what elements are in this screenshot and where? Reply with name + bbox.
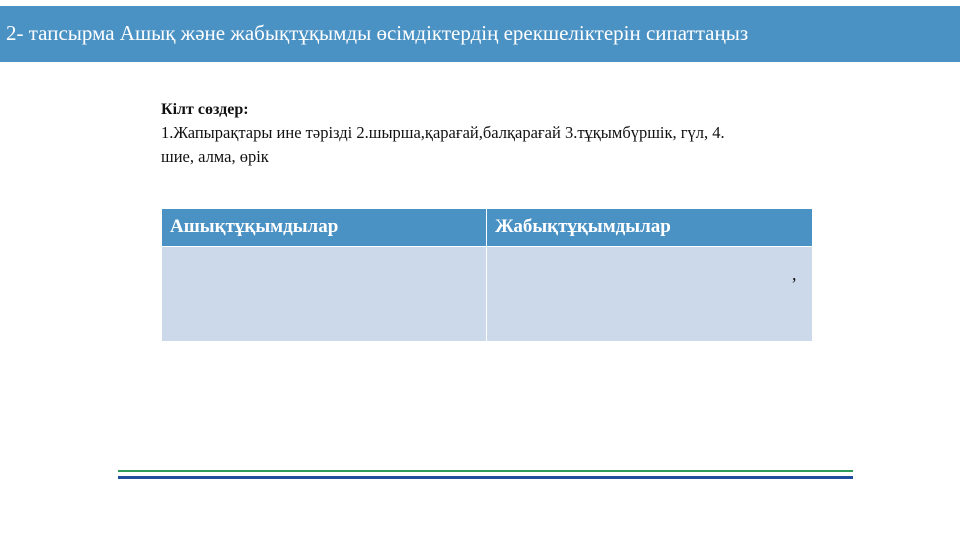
- table-row: [162, 247, 813, 342]
- table-header-gymnosperms: Ашықтұқымдылар: [162, 209, 487, 247]
- comparison-table: [161, 208, 813, 342]
- stray-punctuation-mark: ,: [792, 264, 797, 284]
- keywords-heading: Кілт сөздер:: [161, 101, 249, 118]
- table-cell-angiosperms-answer[interactable]: [487, 247, 813, 342]
- decorative-rule-green: [118, 470, 853, 472]
- table-header-angiosperms: Жабықтұқымдылар: [487, 209, 813, 247]
- table-header-row-group: [162, 209, 813, 247]
- slide-title-banner: [0, 6, 960, 62]
- table-body: [162, 247, 813, 342]
- slide-title: 2- тапсырма Ашық және жабықтұқымды өсімдіктердің ерекшеліктерін сипаттаңыз: [6, 21, 749, 46]
- keywords-block: [161, 98, 811, 169]
- table-header-row: [162, 209, 813, 247]
- keywords-line-1: 1.Жапырақтары ине тәрізді 2.шырша,қарағай,балқарағай 3.тұқымбүршік, гүл, 4.: [161, 123, 725, 143]
- table-cell-gymnosperms-answer[interactable]: [162, 247, 487, 342]
- keywords-line-2: шие, алма, өрік: [161, 147, 269, 167]
- comparison-table-wrapper: [161, 208, 778, 342]
- decorative-rule-blue: [118, 476, 853, 479]
